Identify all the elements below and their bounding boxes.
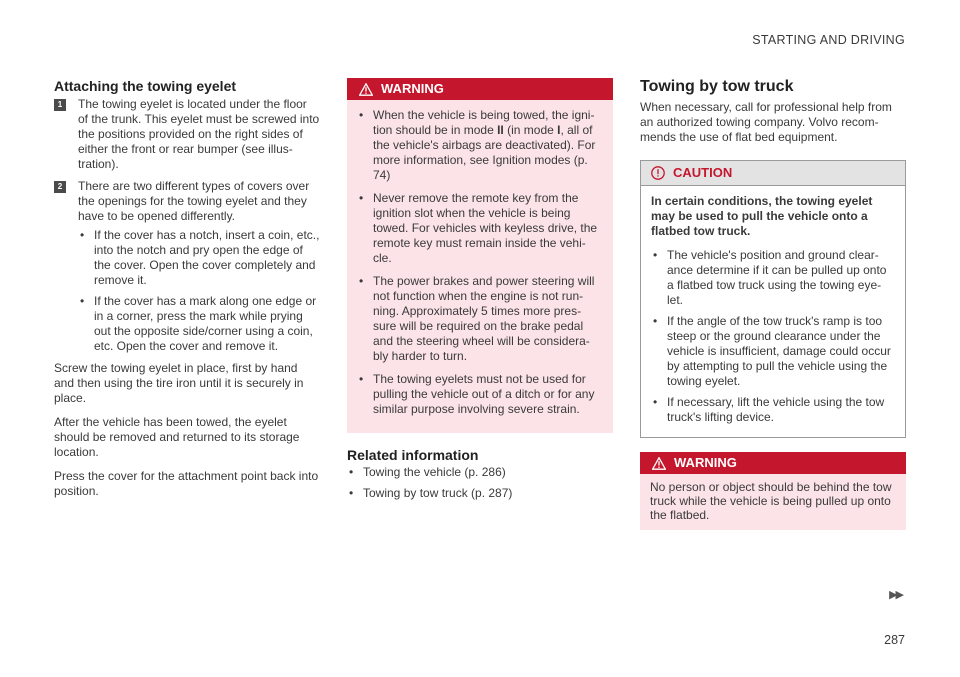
list-item-text: If the cover has a notch, insert a coin, etc., into the notch and pry open the edge of the cover. Open the cover completely and remove it. [94, 228, 320, 287]
warning-header [347, 78, 613, 100]
warning-label: WARNING [674, 455, 737, 470]
caution-body [641, 186, 905, 437]
bullet-icon: • [349, 486, 354, 500]
step-number-badge: 1 [54, 99, 66, 111]
related-information-title: Related information [347, 447, 479, 463]
bullet-icon: • [359, 274, 364, 288]
bullet-icon: • [359, 108, 364, 122]
step-2 [54, 179, 320, 354]
bullet-icon: • [653, 248, 658, 262]
intro-paragraph: When necessary, call for professional help from an authorized towing company. Volvo recom-mends the use of flat bed equipment. [640, 100, 892, 144]
list-item [357, 191, 603, 266]
caution-lead: In certain conditions, the towing eyelet may be used to pull the vehicle onto a flatbed tow truck. [651, 194, 873, 238]
warning-box [640, 452, 906, 530]
step-2-bullets [78, 228, 320, 354]
section-title: Towing by tow truck [640, 78, 794, 95]
column-attaching-eyelet [54, 78, 320, 508]
list-item [78, 294, 320, 354]
warning-header [640, 452, 906, 474]
bullet-icon: • [80, 294, 85, 308]
caution-box [640, 160, 906, 438]
warning-triangle-icon [359, 83, 373, 96]
warning-triangle-icon [652, 457, 666, 470]
page-number: 287 [884, 633, 905, 647]
caution-header [641, 161, 905, 186]
list-item-text: Never remove the remote key from the ignition slot when the vehicle is being towed. For vehicles with keyless drive, the remote key must remain inside the vehi-cle. [373, 191, 598, 265]
paragraph: Screw the towing eyelet in place, first by hand and then using the tire iron until it is securely in place. [54, 361, 304, 405]
warning-body [640, 474, 906, 530]
paragraph: Press the cover for the attachment point back into position. [54, 469, 319, 498]
step-1 [54, 97, 320, 172]
bullet-icon: • [359, 372, 364, 386]
related-link-text[interactable]: Towing the vehicle (p. 286) [363, 465, 506, 479]
warning-box [347, 78, 613, 433]
warning-label: WARNING [381, 81, 444, 96]
ignition-mode-i: I [557, 123, 561, 137]
related-link[interactable] [347, 465, 613, 480]
step-text: There are two different types of covers over the openings for the towing eyelet and they have to be opened differently. [78, 179, 310, 223]
list-item-text: The power brakes and power steering will not function when the engine is not run-ning. Approximately 5 times more pres-sure will be required on the brake pedal and the steering wheel will be considera-bly harder to turn. [373, 274, 595, 363]
caution-label: CAUTION [673, 165, 733, 180]
caution-circle-icon [651, 166, 665, 180]
paragraph: After the vehicle has been towed, the eyelet should be removed and returned to its storage location. [54, 415, 300, 459]
list-item [357, 108, 603, 183]
warning-body [347, 100, 613, 433]
list-item [651, 395, 895, 425]
list-item-text: If the angle of the tow truck's ramp is too steep or the ground clearance under the vehicle is insufficient, damage could occur by attempting to pull the vehicle using the towing eyelet. [667, 314, 891, 388]
list-item [651, 248, 895, 308]
bullet-icon: • [80, 228, 85, 242]
continue-arrow-icon: ▶▶ [889, 589, 902, 601]
list-item [651, 314, 895, 389]
list-item-text: The vehicle's position and ground clear-ance determine if it can be pulled up onto a flatbed tow truck using the towing eye-let. [667, 248, 887, 307]
list-item-text: When the vehicle is being towed, the igni-tion should be in mode II (in mode I, all of the vehicle's airbags are deactivated). For more information, see Ignition modes (p. 74) [373, 108, 596, 182]
step-number-badge: 2 [54, 181, 66, 193]
bullet-icon: • [349, 465, 354, 479]
list-item [357, 372, 603, 417]
list-item-text: The towing eyelets must not be used for pulling the vehicle out of a ditch or for any similar purpose involving severe strain. [373, 372, 595, 416]
ignition-mode-ii: II [497, 123, 504, 137]
section-title: Attaching the towing eyelet [54, 78, 237, 94]
related-link[interactable] [347, 486, 613, 501]
bullet-icon: • [359, 191, 364, 205]
step-text: The towing eyelet is located under the floor of the trunk. This eyelet must be screwed into the positions provided on the right sides of either the front or rear bumper (see illus-tration). [78, 97, 320, 171]
section-header: STARTING AND DRIVING [752, 33, 905, 47]
list-item-text: If the cover has a mark along one edge or in a corner, press the mark while prying out the opposite side/corner using a coin, etc. Open the cover and remove it. [94, 294, 317, 353]
bullet-icon: • [653, 395, 658, 409]
related-link-text[interactable]: Towing by tow truck (p. 287) [363, 486, 513, 500]
column-tow-truck [640, 78, 906, 530]
warning-text: No person or object should be behind the tow truck while the vehicle is being pulled up onto the flatbed. [650, 480, 892, 522]
list-item [78, 228, 320, 288]
list-item-text: If necessary, lift the vehicle using the tow truck's lifting device. [667, 395, 885, 424]
list-item [357, 274, 603, 364]
column-warning [347, 78, 613, 507]
bullet-icon: • [653, 314, 658, 328]
